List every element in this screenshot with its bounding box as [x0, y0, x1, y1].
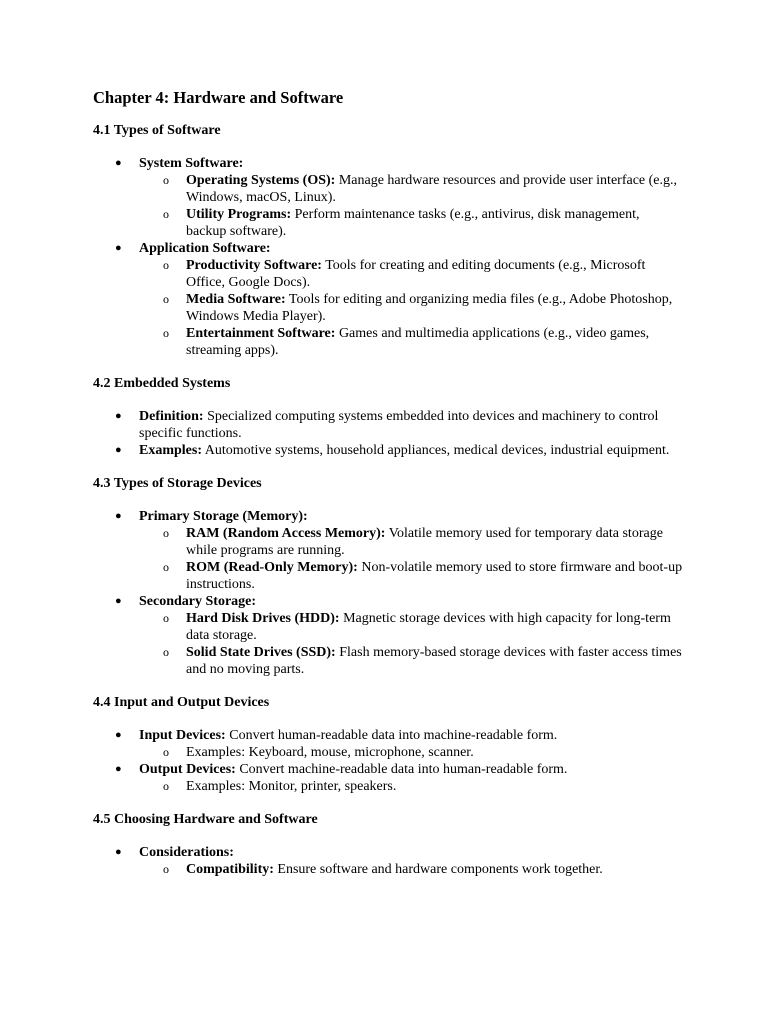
circle-bullet-icon: o	[163, 611, 169, 625]
list-item	[93, 155, 683, 240]
sub-list-item	[139, 172, 683, 206]
sub-item-text: Tools for creating and editing documents (e.g., Microsoft Office, Google Docs).	[186, 258, 646, 290]
sub-list-item	[139, 291, 683, 325]
sub-list	[139, 525, 683, 593]
list-item	[93, 508, 683, 593]
item-text: Convert machine-readable data into human-readable form.	[235, 762, 568, 777]
sub-list	[139, 861, 683, 878]
circle-bullet-icon: o	[163, 645, 169, 659]
item-label: Input Devices:	[139, 728, 226, 743]
item-text: Specialized computing systems embedded into devices and machinery to control specific functions.	[139, 409, 659, 441]
circle-bullet-icon: o	[163, 292, 169, 306]
sub-item-text: Volatile memory used for temporary data storage while programs are running.	[186, 526, 663, 558]
sub-item-label: Utility Programs:	[186, 207, 292, 222]
item-label: System Software:	[139, 156, 244, 171]
section	[93, 375, 683, 459]
sub-list-item	[139, 778, 683, 795]
sub-list	[139, 744, 683, 761]
sub-item-label: Media Software:	[186, 292, 286, 307]
sub-list	[139, 778, 683, 795]
section	[93, 122, 683, 359]
section-heading: 4.3 Types of Storage Devices	[93, 476, 262, 491]
bullet-list	[93, 155, 683, 359]
page-title: Chapter 4: Hardware and Software	[93, 88, 344, 107]
bullet-list	[93, 844, 683, 878]
list-item	[93, 761, 683, 795]
bullet-list	[93, 408, 683, 459]
bullet-icon: ●	[115, 510, 122, 522]
item-label: Primary Storage (Memory):	[139, 509, 308, 524]
item-label: Application Software:	[139, 241, 271, 256]
bullet-icon: ●	[115, 444, 122, 456]
sub-item-text: Examples: Keyboard, mouse, microphone, scanner.	[186, 745, 474, 760]
sub-item-text: Games and multimedia applications (e.g., video games, streaming apps).	[186, 326, 650, 358]
bullet-icon: ●	[115, 729, 122, 741]
sub-list-item	[139, 325, 683, 359]
item-label: Examples:	[139, 443, 202, 458]
section-heading: 4.2 Embedded Systems	[93, 376, 231, 391]
sub-item-text: Non-volatile memory used to store firmware and boot-up instructions.	[186, 560, 683, 592]
sub-item-label: Operating Systems (OS):	[186, 173, 336, 188]
sub-item-text: Manage hardware resources and provide user interface (e.g., Windows, macOS, Linux).	[186, 173, 677, 205]
bullet-icon: ●	[115, 410, 122, 422]
sub-item-text: Perform maintenance tasks (e.g., antivirus, disk management, backup software).	[186, 207, 640, 239]
section-heading: 4.4 Input and Output Devices	[93, 695, 270, 710]
item-text: Convert human-readable data into machine-readable form.	[225, 728, 558, 743]
sub-item-text: Flash memory-based storage devices with faster access times and no moving parts.	[186, 645, 682, 677]
list-item	[93, 408, 683, 442]
list-item	[93, 593, 683, 678]
item-label: Considerations:	[139, 845, 234, 860]
sub-list-item	[139, 644, 683, 678]
list-item	[93, 727, 683, 761]
bullet-list	[93, 727, 683, 795]
section-heading: 4.5 Choosing Hardware and Software	[93, 812, 318, 827]
sub-item-label: Entertainment Software:	[186, 326, 336, 341]
sub-item-text: Magnetic storage devices with high capacity for long-term data storage.	[186, 611, 671, 643]
bullet-icon: ●	[115, 763, 122, 775]
item-label: Output Devices:	[139, 762, 236, 777]
circle-bullet-icon: o	[163, 326, 169, 340]
sub-list-item	[139, 559, 683, 593]
sub-item-label: Solid State Drives (SSD):	[186, 645, 336, 660]
sub-list-item	[139, 744, 683, 761]
sub-list-item	[139, 610, 683, 644]
circle-bullet-icon: o	[163, 862, 169, 876]
circle-bullet-icon: o	[163, 526, 169, 540]
section-heading: 4.1 Types of Software	[93, 123, 221, 138]
list-item	[93, 442, 683, 459]
list-item	[93, 844, 683, 878]
item-label: Definition:	[139, 409, 204, 424]
circle-bullet-icon: o	[163, 745, 169, 759]
bullet-icon: ●	[115, 846, 122, 858]
document-content	[93, 88, 683, 894]
sub-list-item	[139, 257, 683, 291]
sub-item-text: Ensure software and hardware components work together.	[273, 862, 603, 877]
sub-list-item	[139, 525, 683, 559]
circle-bullet-icon: o	[163, 258, 169, 272]
sub-list-item	[139, 206, 683, 240]
sub-list	[139, 172, 683, 240]
section	[93, 811, 683, 878]
sub-list-item	[139, 861, 683, 878]
circle-bullet-icon: o	[163, 173, 169, 187]
section	[93, 475, 683, 678]
sub-item-text: Examples: Monitor, printer, speakers.	[186, 779, 397, 794]
circle-bullet-icon: o	[163, 207, 169, 221]
item-label: Secondary Storage:	[139, 594, 257, 609]
item-text: Automotive systems, household appliances, medical devices, industrial equipment.	[202, 443, 670, 458]
sub-item-text: Tools for editing and organizing media files (e.g., Adobe Photoshop, Windows Media Player).	[186, 292, 673, 324]
sub-item-label: Hard Disk Drives (HDD):	[186, 611, 340, 626]
circle-bullet-icon: o	[163, 779, 169, 793]
bullet-icon: ●	[115, 595, 122, 607]
bullet-icon: ●	[115, 242, 122, 254]
sub-item-label: RAM (Random Access Memory):	[186, 526, 386, 541]
list-item	[93, 240, 683, 359]
sub-list	[139, 610, 683, 678]
bullet-icon: ●	[115, 157, 122, 169]
sub-item-label: ROM (Read-Only Memory):	[186, 560, 358, 575]
section	[93, 694, 683, 795]
sub-list	[139, 257, 683, 359]
bullet-list	[93, 508, 683, 678]
sub-item-label: Productivity Software:	[186, 258, 322, 273]
sub-item-label: Compatibility:	[186, 862, 274, 877]
circle-bullet-icon: o	[163, 560, 169, 574]
